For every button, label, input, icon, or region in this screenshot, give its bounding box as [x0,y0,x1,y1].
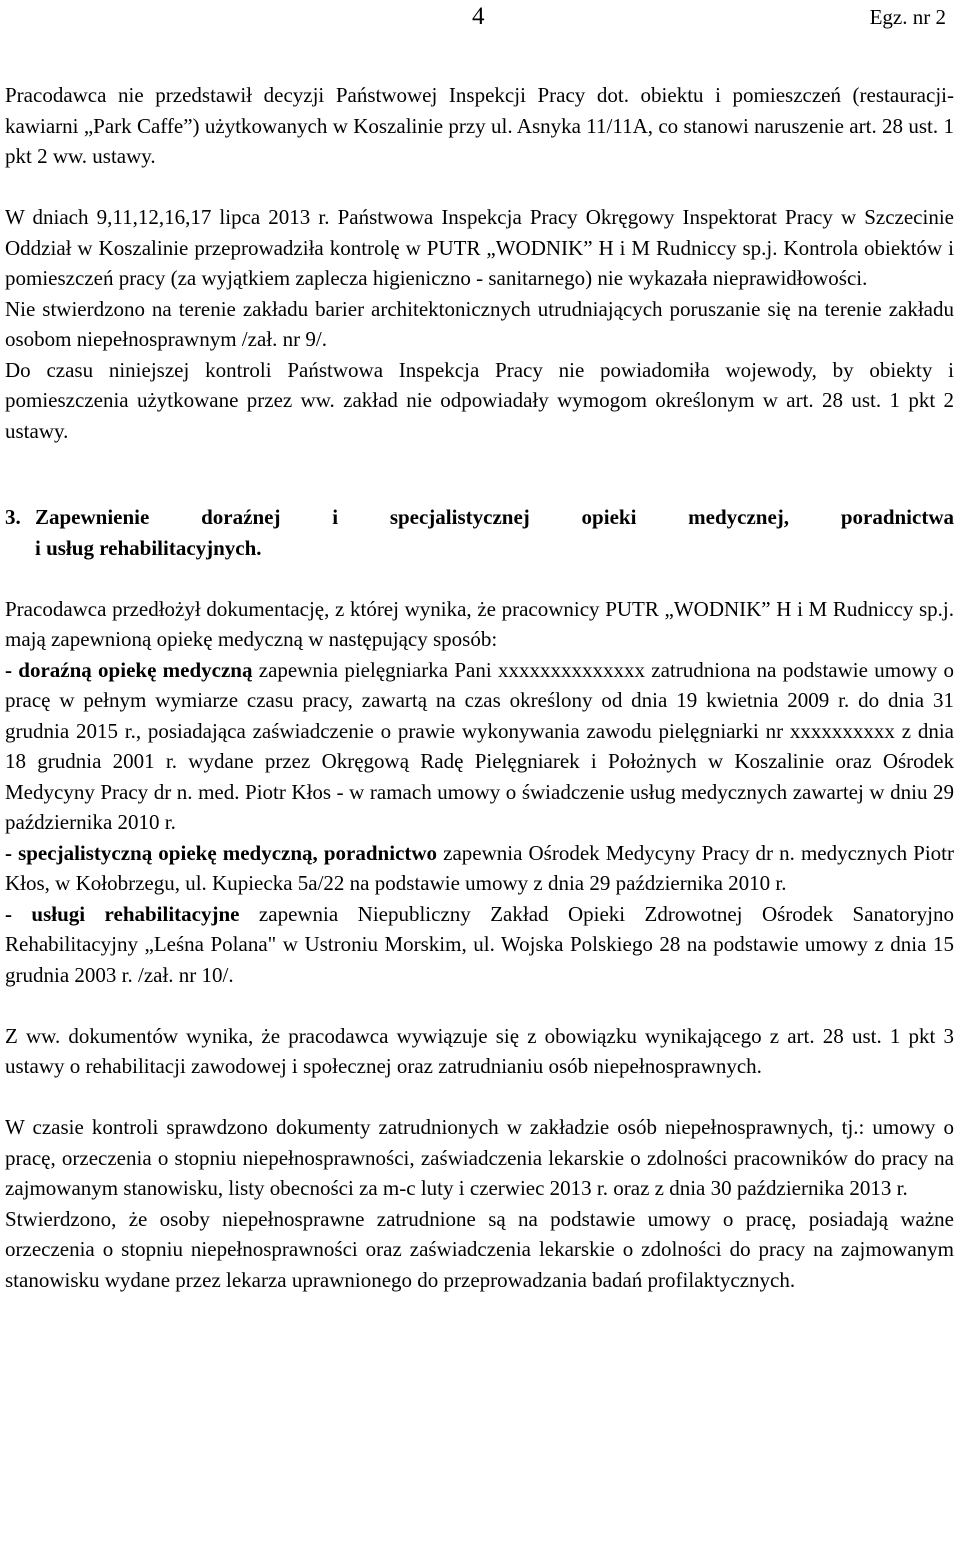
paragraph-barriers: Nie stwierdzono na terenie zakładu barier architektonicznych utrudniających poruszanie się na terenie zakładu osobom niepełnosprawnym /zał. nr 9/. [5,296,954,351]
list-item-urgent-care-label: - doraźną opiekę medyczną [5,657,253,682]
spacer [5,172,954,203]
paragraph-findings: Stwierdzono, że osoby niepełnosprawne zatrudnione są na podstawie umowy o pracę, posiadają ważne orzeczenia o stopniu niepełnosprawności oraz zaświadczenia lekarskie o zdolności do pracy na zajmowanym stanowisku wydane przez lekarza uprawnionego do przeprowadzania badań profilaktycznych. [5,1206,954,1292]
list-item-rehabilitation-label: - usługi rehabilitacyjne [5,901,240,926]
list-item-specialist-care-label: - specjalistyczną opiekę medyczną, poradnictwo [5,840,438,865]
section-heading-line1 [5,502,954,533]
section-title-line1: Zapewnienie doraźnej i specjalistycznej opieki medycznej, poradnictwa [35,505,954,529]
paragraph-documents-checked: W czasie kontroli sprawdzono dokumenty zatrudnionych w zakładzie osób niepełnosprawnych, tj.: umowy o pracę, orzeczenia o stopniu niepełnosprawności, zaświadczenia lekarskie o zdolności pracowników do pracy na zajmowanym stanowisku, listy obecności za m-c luty i czerwiec 2013 r. oraz z dnia 30 października 2013 r. [5,1115,954,1200]
list-item-urgent-care-text: zapewnia pielęgniarka Pani xxxxxxxxxxxxxx zatrudniona na podstawie umowy o pracę w pełnym wymiarze czasu pracy, zawartą na czas określony od dnia 19 kwietnia 2009 r. do dnia 31 grudnia 2015 r., posiadająca zaświadczenie o prawie wykonywania zawodu pielęgniarki nr xxxxxxxxxx z dnia 18 grudnia 2001 r. wydane przez Okręgową Radę Pielęgniarek i Położnych w Koszalinie oraz Ośrodek Medycyny Pracy dr n. med. Piotr Kłos - w ramach umowy o świadczenie usług medycznych zawartej w dniu 29 października 2010 r. [5,657,954,834]
list-item-specialist-care [5,838,954,899]
paragraph-decision: Pracodawca nie przedstawił decyzji Państwowej Inspekcji Pracy dot. obiektu i pomieszczeń (restauracji-kawiarni „Park Caffe”) użytkowanych w Koszalinie przy ul. Asnyka 11/11A, co stanowi naruszenie art. 28 ust. 1 pkt 2 ww. ustawy. [5,83,954,168]
paragraph-medical-care-intro: Pracodawca przedłożył dokumentację, z której wynika, że pracownicy PUTR „WODNIK” H i M Rudniccy sp.j. mają zapewnioną opiekę medyczną w następujący sposób: [5,596,954,651]
section-number: 3. [5,505,21,529]
paragraph-voivode: Do czasu niniejszej kontroli Państwowa Inspekcja Pracy nie powiadomiła wojewody, by obiekty i pomieszczenia użytkowane przez ww. zakład nie odpowiadały wymogom określonym w art. 28 ust. 1 pkt 2 ustawy. [5,357,954,443]
document-body [5,80,954,1295]
spacer [5,563,954,594]
list-item-rehabilitation-text: zapewnia Niepubliczny Zakład Opieki Zdrowotnej Ośrodek Sanatoryjno Rehabilitacyjny „Leśna Polana" w Ustroniu Morskim, ul. Wojska Polskiego 28 na podstawie umowy z dnia 15 grudnia 2003 r. /zał. nr 10/. [5,901,955,987]
spacer [5,446,954,502]
spacer [5,990,954,1021]
section-heading [5,502,954,563]
list-item-urgent-care [5,655,954,838]
section-title-line2: i usług rehabilitacyjnych. [35,535,262,560]
spacer [5,1082,954,1113]
list-item-rehabilitation [5,899,954,991]
copy-number-label: Egz. nr 2 [869,5,946,29]
paragraph-inspection: W dniach 9,11,12,16,17 lipca 2013 r. Państwowa Inspekcja Pracy Okręgowy Inspektorat Pracy w Szczecinie Oddział w Koszalinie przeprowadziła kontrolę w PUTR „WODNIK” H i M Rudniccy sp.j. Kontrola obiektów i pomieszczeń pracy (za wyjątkiem zaplecza higieniczno - sanitarnego) nie wykazała nieprawidłowości. [5,205,954,290]
paragraph-obligation: Z ww. dokumentów wynika, że pracodawca wywiązuje się z obowiązku wynikającego z art. 28 ust. 1 pkt 3 ustawy o rehabilitacji zawodowej i społecznej oraz zatrudnianiu osób niepełnosprawnych. [5,1023,954,1078]
list-item-specialist-care-text: zapewnia Ośrodek Medycyny Pracy dr n. medycznych Piotr Kłos, w Kołobrzegu, ul. Kupiecka 5a/22 na podstawie umowy z dnia 29 października 2010 r. [5,840,954,895]
page-number: 4 [472,3,485,30]
